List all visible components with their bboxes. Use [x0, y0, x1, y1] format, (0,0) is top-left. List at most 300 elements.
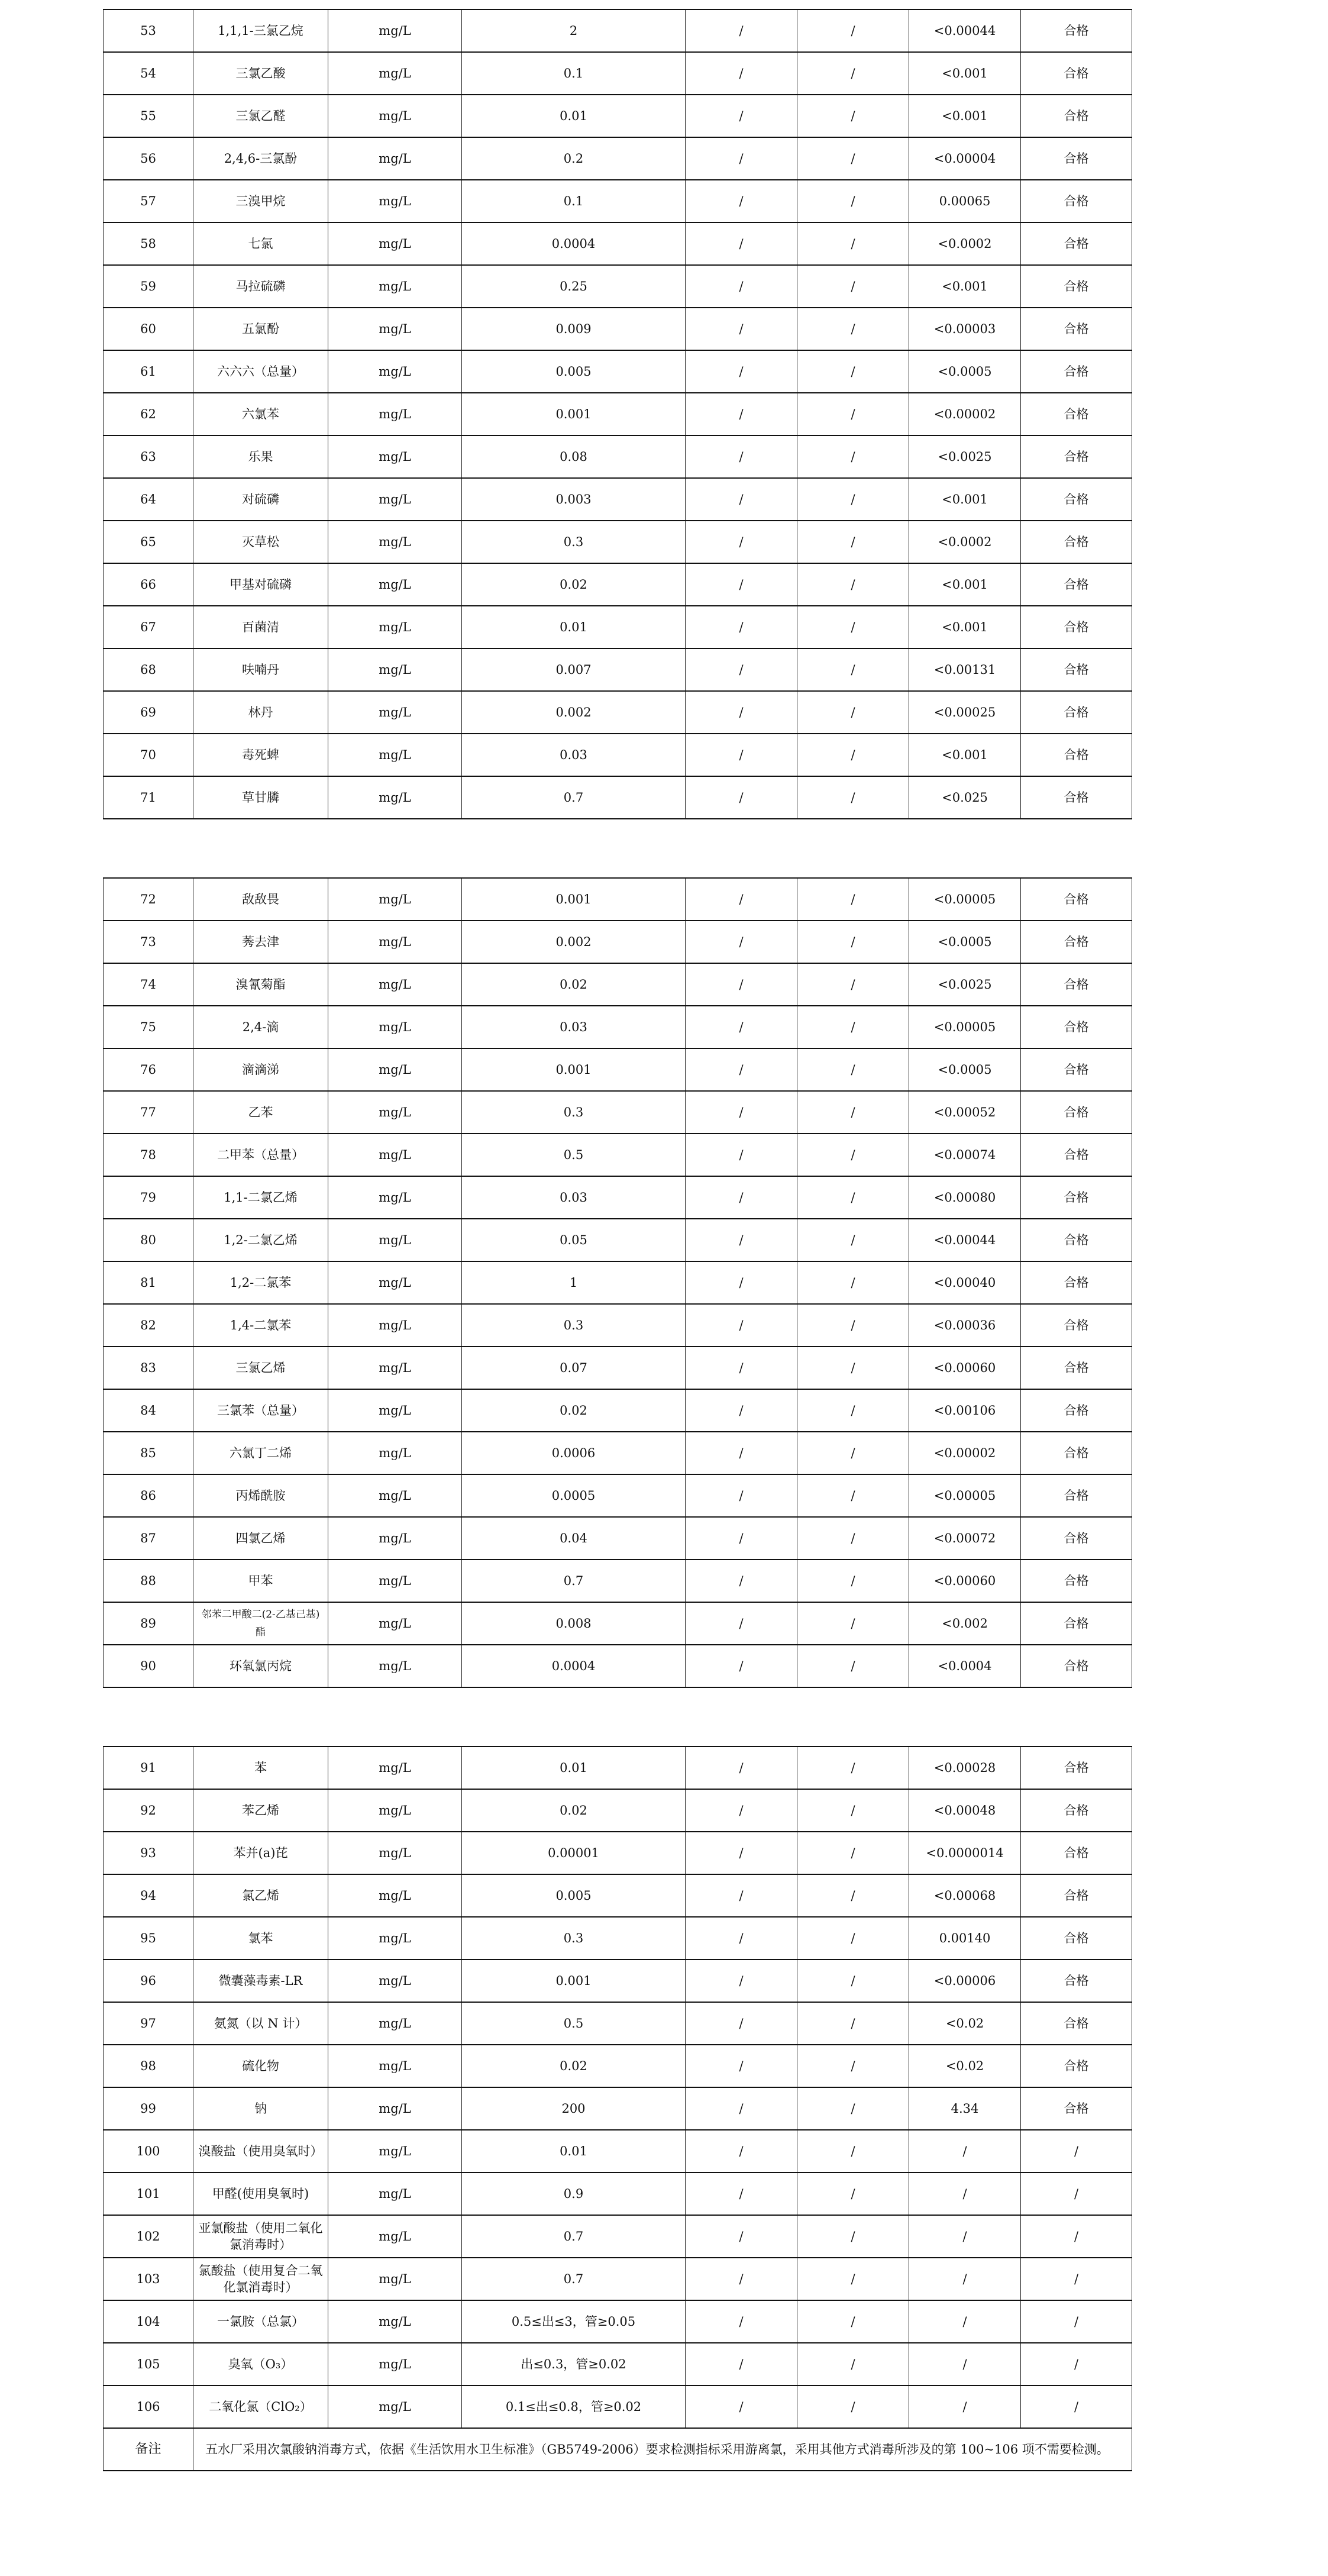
column-5-value-cell: / [686, 478, 797, 521]
item-number-cell: 87 [104, 1517, 193, 1560]
results-table-section-2 [103, 877, 1132, 1688]
column-6-value-cell: / [797, 1091, 909, 1134]
column-5-value-cell: / [686, 1517, 797, 1560]
table-row [104, 1304, 1132, 1347]
table-row [104, 1789, 1132, 1832]
unit-cell: mg/L [328, 308, 462, 350]
verdict-cell: 合格 [1021, 2045, 1132, 2087]
item-name-cell: 呋喃丹 [193, 648, 328, 691]
table-row [104, 1048, 1132, 1091]
item-number-cell: 62 [104, 393, 193, 435]
item-name-cell: 硫化物 [193, 2045, 328, 2087]
standard-limit-cell: 0.03 [462, 1176, 686, 1219]
test-result-cell: / [909, 2173, 1021, 2215]
test-result-cell: <0.00060 [909, 1560, 1021, 1602]
test-result-cell: <0.0005 [909, 350, 1021, 393]
item-number-cell: 71 [104, 776, 193, 819]
verdict-cell: 合格 [1021, 1176, 1132, 1219]
verdict-cell: 合格 [1021, 878, 1132, 921]
table-row [104, 563, 1132, 606]
column-5-value-cell: / [686, 1602, 797, 1645]
standard-limit-cell: 出≤0.3，管≥0.02 [462, 2343, 686, 2385]
item-name-cell: 六氯丁二烯 [193, 1432, 328, 1474]
item-name-cell: 臭氧（O₃） [193, 2343, 328, 2385]
item-name-cell: 乐果 [193, 435, 328, 478]
item-number-cell: 54 [104, 52, 193, 95]
test-result-cell: <0.00072 [909, 1517, 1021, 1560]
table-row [104, 2300, 1132, 2343]
unit-cell: mg/L [328, 2215, 462, 2258]
verdict-cell: 合格 [1021, 308, 1132, 350]
column-6-value-cell: / [797, 2045, 909, 2087]
unit-cell: mg/L [328, 1091, 462, 1134]
table-row [104, 1832, 1132, 1874]
test-result-cell: <0.00068 [909, 1874, 1021, 1917]
item-number-cell: 58 [104, 222, 193, 265]
verdict-cell: 合格 [1021, 1006, 1132, 1048]
verdict-cell: 合格 [1021, 137, 1132, 180]
column-5-value-cell: / [686, 1304, 797, 1347]
item-name-cell: 莠去津 [193, 921, 328, 963]
table-row [104, 606, 1132, 648]
verdict-cell: 合格 [1021, 1261, 1132, 1304]
column-6-value-cell: / [797, 9, 909, 52]
unit-cell: mg/L [328, 1474, 462, 1517]
item-name-cell: 氯乙烯 [193, 1874, 328, 1917]
item-number-cell: 55 [104, 95, 193, 137]
standard-limit-cell: 200 [462, 2087, 686, 2130]
item-number-cell: 74 [104, 963, 193, 1006]
standard-limit-cell: 0.7 [462, 2215, 686, 2258]
test-result-cell: / [909, 2258, 1021, 2300]
item-number-cell: 93 [104, 1832, 193, 1874]
column-6-value-cell: / [797, 1474, 909, 1517]
test-result-cell: <0.00074 [909, 1134, 1021, 1176]
item-number-cell: 69 [104, 691, 193, 734]
verdict-cell: 合格 [1021, 9, 1132, 52]
unit-cell: mg/L [328, 691, 462, 734]
test-result-cell: <0.00052 [909, 1091, 1021, 1134]
test-result-cell: <0.00004 [909, 137, 1021, 180]
item-number-cell: 81 [104, 1261, 193, 1304]
column-5-value-cell: / [686, 1091, 797, 1134]
column-6-value-cell: / [797, 1134, 909, 1176]
test-result-cell: <0.0025 [909, 435, 1021, 478]
standard-limit-cell: 0.02 [462, 2045, 686, 2087]
column-6-value-cell: / [797, 2173, 909, 2215]
test-result-cell: 4.34 [909, 2087, 1021, 2130]
test-result-cell: <0.00060 [909, 1347, 1021, 1389]
test-result-cell: <0.002 [909, 1602, 1021, 1645]
item-number-cell: 63 [104, 435, 193, 478]
standard-limit-cell: 0.03 [462, 1006, 686, 1048]
column-5-value-cell: / [686, 1832, 797, 1874]
column-5-value-cell: / [686, 963, 797, 1006]
table-row [104, 963, 1132, 1006]
verdict-cell: 合格 [1021, 1747, 1132, 1789]
column-6-value-cell: / [797, 2300, 909, 2343]
unit-cell: mg/L [328, 478, 462, 521]
test-result-cell: <0.00048 [909, 1789, 1021, 1832]
item-name-cell: 1,2-二氯乙烯 [193, 1219, 328, 1261]
test-result-cell: <0.00002 [909, 393, 1021, 435]
unit-cell: mg/L [328, 1789, 462, 1832]
column-5-value-cell: / [686, 921, 797, 963]
standard-limit-cell: 0.3 [462, 1091, 686, 1134]
item-number-cell: 92 [104, 1789, 193, 1832]
test-result-cell: <0.00036 [909, 1304, 1021, 1347]
column-6-value-cell: / [797, 137, 909, 180]
column-6-value-cell: / [797, 563, 909, 606]
column-5-value-cell: / [686, 1789, 797, 1832]
item-number-cell: 97 [104, 2002, 193, 2045]
table-row [104, 1219, 1132, 1261]
table-row [104, 1389, 1132, 1432]
item-name-cell: 钠 [193, 2087, 328, 2130]
test-result-cell: <0.00106 [909, 1389, 1021, 1432]
item-name-cell: 灭草松 [193, 521, 328, 563]
item-name-cell: 乙苯 [193, 1091, 328, 1134]
item-number-cell: 80 [104, 1219, 193, 1261]
test-result-cell: / [909, 2385, 1021, 2428]
item-number-cell: 82 [104, 1304, 193, 1347]
item-number-cell: 65 [104, 521, 193, 563]
standard-limit-cell: 0.5 [462, 1134, 686, 1176]
verdict-cell: 合格 [1021, 1645, 1132, 1687]
item-name-cell: 2,4,6-三氯酚 [193, 137, 328, 180]
item-number-cell: 53 [104, 9, 193, 52]
unit-cell: mg/L [328, 1517, 462, 1560]
item-name-cell: 滴滴涕 [193, 1048, 328, 1091]
item-name-cell: 一氯胺（总氯） [193, 2300, 328, 2343]
column-6-value-cell: / [797, 2087, 909, 2130]
unit-cell: mg/L [328, 1645, 462, 1687]
column-5-value-cell: / [686, 435, 797, 478]
verdict-cell: 合格 [1021, 1474, 1132, 1517]
column-5-value-cell: / [686, 734, 797, 776]
standard-limit-cell: 0.005 [462, 1874, 686, 1917]
test-result-cell: <0.001 [909, 478, 1021, 521]
table-row [104, 648, 1132, 691]
column-6-value-cell: / [797, 648, 909, 691]
item-number-cell: 60 [104, 308, 193, 350]
column-6-value-cell: / [797, 95, 909, 137]
table-row [104, 1347, 1132, 1389]
standard-limit-cell: 0.0006 [462, 1432, 686, 1474]
unit-cell: mg/L [328, 1832, 462, 1874]
item-number-cell: 105 [104, 2343, 193, 2385]
verdict-cell: 合格 [1021, 648, 1132, 691]
verdict-cell: / [1021, 2343, 1132, 2385]
column-5-value-cell: / [686, 308, 797, 350]
table-row [104, 776, 1132, 819]
column-6-value-cell: / [797, 1645, 909, 1687]
item-name-cell: 溴酸盐（使用臭氧时） [193, 2130, 328, 2173]
test-result-cell: <0.00002 [909, 1432, 1021, 1474]
unit-cell: mg/L [328, 1917, 462, 1960]
table-row [104, 9, 1132, 52]
column-6-value-cell: / [797, 1432, 909, 1474]
column-5-value-cell: / [686, 180, 797, 222]
standard-limit-cell: 0.7 [462, 2258, 686, 2300]
verdict-cell: / [1021, 2215, 1132, 2258]
column-5-value-cell: / [686, 1261, 797, 1304]
item-name-cell: 三氯乙烯 [193, 1347, 328, 1389]
column-5-value-cell: / [686, 1560, 797, 1602]
test-result-cell: <0.0005 [909, 1048, 1021, 1091]
table-row [104, 1602, 1132, 1645]
item-name-cell: 1,1,1-三氯乙烷 [193, 9, 328, 52]
item-name-cell: 邻苯二甲酸二(2-乙基己基) 酯 [193, 1602, 328, 1645]
unit-cell: mg/L [328, 1960, 462, 2002]
table-row [104, 2002, 1132, 2045]
column-6-value-cell: / [797, 2343, 909, 2385]
item-name-cell: 亚氯酸盐（使用二氧化氯消毒时） [193, 2215, 328, 2258]
test-result-cell: <0.0000014 [909, 1832, 1021, 1874]
column-5-value-cell: / [686, 1874, 797, 1917]
column-6-value-cell: / [797, 1006, 909, 1048]
table-row [104, 2045, 1132, 2087]
column-6-value-cell: / [797, 180, 909, 222]
column-5-value-cell: / [686, 1389, 797, 1432]
column-6-value-cell: / [797, 308, 909, 350]
table-row [104, 52, 1132, 95]
column-5-value-cell: / [686, 2258, 797, 2300]
verdict-cell: / [1021, 2300, 1132, 2343]
standard-limit-cell: 0.001 [462, 1960, 686, 2002]
item-name-cell: 溴氰菊酯 [193, 963, 328, 1006]
test-result-cell: <0.00005 [909, 1006, 1021, 1048]
column-5-value-cell: / [686, 2130, 797, 2173]
test-result-cell: <0.00005 [909, 878, 1021, 921]
column-6-value-cell: / [797, 393, 909, 435]
column-6-value-cell: / [797, 1048, 909, 1091]
table-row [104, 2130, 1132, 2173]
column-6-value-cell: / [797, 734, 909, 776]
verdict-cell: 合格 [1021, 52, 1132, 95]
table-row [104, 2087, 1132, 2130]
item-number-cell: 66 [104, 563, 193, 606]
item-number-cell: 72 [104, 878, 193, 921]
standard-limit-cell: 2 [462, 9, 686, 52]
verdict-cell: 合格 [1021, 1517, 1132, 1560]
test-result-cell: <0.0005 [909, 921, 1021, 963]
column-5-value-cell: / [686, 137, 797, 180]
test-result-cell: <0.001 [909, 734, 1021, 776]
unit-cell: mg/L [328, 878, 462, 921]
standard-limit-cell: 0.02 [462, 1389, 686, 1432]
standard-limit-cell: 0.002 [462, 921, 686, 963]
verdict-cell: 合格 [1021, 435, 1132, 478]
item-number-cell: 68 [104, 648, 193, 691]
column-6-value-cell: / [797, 963, 909, 1006]
test-result-cell: <0.00040 [909, 1261, 1021, 1304]
standard-limit-cell: 0.5≤出≤3，管≥0.05 [462, 2300, 686, 2343]
column-5-value-cell: / [686, 2343, 797, 2385]
unit-cell: mg/L [328, 1304, 462, 1347]
column-6-value-cell: / [797, 1304, 909, 1347]
column-5-value-cell: / [686, 222, 797, 265]
unit-cell: mg/L [328, 2087, 462, 2130]
standard-limit-cell: 0.005 [462, 350, 686, 393]
column-6-value-cell: / [797, 776, 909, 819]
column-5-value-cell: / [686, 95, 797, 137]
unit-cell: mg/L [328, 2002, 462, 2045]
column-5-value-cell: / [686, 52, 797, 95]
item-number-cell: 85 [104, 1432, 193, 1474]
table-row [104, 1176, 1132, 1219]
table-row [104, 2215, 1132, 2258]
item-number-cell: 83 [104, 1347, 193, 1389]
verdict-cell: 合格 [1021, 1960, 1132, 2002]
standard-limit-cell: 0.0005 [462, 1474, 686, 1517]
verdict-cell: 合格 [1021, 734, 1132, 776]
standard-limit-cell: 0.001 [462, 878, 686, 921]
column-6-value-cell: / [797, 2002, 909, 2045]
item-name-cell: 二甲苯（总量） [193, 1134, 328, 1176]
column-6-value-cell: / [797, 1602, 909, 1645]
standard-limit-cell: 0.08 [462, 435, 686, 478]
verdict-cell: 合格 [1021, 222, 1132, 265]
column-6-value-cell: / [797, 878, 909, 921]
column-6-value-cell: / [797, 2130, 909, 2173]
table-row [104, 1960, 1132, 2002]
test-result-cell: <0.001 [909, 52, 1021, 95]
item-name-cell: 三氯乙醛 [193, 95, 328, 137]
item-number-cell: 88 [104, 1560, 193, 1602]
standard-limit-cell: 0.008 [462, 1602, 686, 1645]
item-number-cell: 64 [104, 478, 193, 521]
table-row [104, 921, 1132, 963]
column-6-value-cell: / [797, 1832, 909, 1874]
test-result-cell: / [909, 2215, 1021, 2258]
test-result-cell: / [909, 2300, 1021, 2343]
table-row [104, 2258, 1132, 2300]
column-5-value-cell: / [686, 1747, 797, 1789]
item-name-cell: 微囊藻毒素-LR [193, 1960, 328, 2002]
column-5-value-cell: / [686, 9, 797, 52]
standard-limit-cell: 0.01 [462, 1747, 686, 1789]
standard-limit-cell: 0.00001 [462, 1832, 686, 1874]
item-name-cell: 丙烯酰胺 [193, 1474, 328, 1517]
item-number-cell: 61 [104, 350, 193, 393]
verdict-cell: 合格 [1021, 521, 1132, 563]
standard-limit-cell: 0.002 [462, 691, 686, 734]
column-6-value-cell: / [797, 478, 909, 521]
unit-cell: mg/L [328, 2300, 462, 2343]
unit-cell: mg/L [328, 1048, 462, 1091]
standard-limit-cell: 0.0004 [462, 1645, 686, 1687]
column-5-value-cell: / [686, 2300, 797, 2343]
table-row [104, 2343, 1132, 2385]
item-number-cell: 104 [104, 2300, 193, 2343]
verdict-cell: 合格 [1021, 963, 1132, 1006]
item-name-cell: 1,2-二氯苯 [193, 1261, 328, 1304]
column-5-value-cell: / [686, 393, 797, 435]
column-5-value-cell: / [686, 265, 797, 308]
standard-limit-cell: 0.9 [462, 2173, 686, 2215]
unit-cell: mg/L [328, 180, 462, 222]
verdict-cell: 合格 [1021, 478, 1132, 521]
verdict-cell: 合格 [1021, 393, 1132, 435]
column-6-value-cell: / [797, 1874, 909, 1917]
standard-limit-cell: 0.5 [462, 2002, 686, 2045]
unit-cell: mg/L [328, 265, 462, 308]
column-6-value-cell: / [797, 1219, 909, 1261]
verdict-cell: 合格 [1021, 1832, 1132, 1874]
column-6-value-cell: / [797, 435, 909, 478]
remarks-text: 五水厂采用次氯酸钠消毒方式，依据《生活饮用水卫生标准》（GB5749-2006）要求检测指标采用游离氯，采用其他方式消毒所涉及的第 100~106 项不需要检测。 [193, 2428, 1132, 2471]
remarks-row [104, 2428, 1132, 2471]
column-6-value-cell: / [797, 1917, 909, 1960]
verdict-cell: 合格 [1021, 1602, 1132, 1645]
item-name-cell: 五氯酚 [193, 308, 328, 350]
column-6-value-cell: / [797, 921, 909, 963]
test-result-cell: <0.00028 [909, 1747, 1021, 1789]
verdict-cell: 合格 [1021, 606, 1132, 648]
item-name-cell: 氯苯 [193, 1917, 328, 1960]
item-name-cell: 六六六（总量） [193, 350, 328, 393]
unit-cell: mg/L [328, 1134, 462, 1176]
column-5-value-cell: / [686, 2215, 797, 2258]
verdict-cell: 合格 [1021, 1389, 1132, 1432]
table-row [104, 435, 1132, 478]
item-number-cell: 101 [104, 2173, 193, 2215]
test-result-cell: <0.00005 [909, 1474, 1021, 1517]
column-6-value-cell: / [797, 1347, 909, 1389]
item-name-cell: 二氧化氯（ClO₂） [193, 2385, 328, 2428]
item-number-cell: 79 [104, 1176, 193, 1219]
unit-cell: mg/L [328, 2173, 462, 2215]
results-table-section-1 [103, 9, 1132, 819]
item-number-cell: 98 [104, 2045, 193, 2087]
verdict-cell: 合格 [1021, 1789, 1132, 1832]
item-name-cell: 甲基对硫磷 [193, 563, 328, 606]
verdict-cell: 合格 [1021, 2087, 1132, 2130]
table-row [104, 1747, 1132, 1789]
item-name-cell: 七氯 [193, 222, 328, 265]
item-name-cell: 1,4-二氯苯 [193, 1304, 328, 1347]
column-5-value-cell: / [686, 2173, 797, 2215]
column-6-value-cell: / [797, 606, 909, 648]
verdict-cell: / [1021, 2130, 1132, 2173]
table-row [104, 1917, 1132, 1960]
item-number-cell: 102 [104, 2215, 193, 2258]
item-name-cell: 苯 [193, 1747, 328, 1789]
verdict-cell: 合格 [1021, 921, 1132, 963]
item-name-cell: 2,4-滴 [193, 1006, 328, 1048]
item-number-cell: 94 [104, 1874, 193, 1917]
table-row [104, 478, 1132, 521]
item-name-cell: 环氧氯丙烷 [193, 1645, 328, 1687]
column-5-value-cell: / [686, 1176, 797, 1219]
column-5-value-cell: / [686, 1219, 797, 1261]
table-row [104, 1006, 1132, 1048]
column-5-value-cell: / [686, 1006, 797, 1048]
unit-cell: mg/L [328, 1874, 462, 1917]
test-result-cell: <0.001 [909, 606, 1021, 648]
unit-cell: mg/L [328, 1006, 462, 1048]
unit-cell: mg/L [328, 2258, 462, 2300]
item-number-cell: 76 [104, 1048, 193, 1091]
unit-cell: mg/L [328, 137, 462, 180]
unit-cell: mg/L [328, 606, 462, 648]
item-name-cell: 苯并(a)芘 [193, 1832, 328, 1874]
column-6-value-cell: / [797, 1176, 909, 1219]
standard-limit-cell: 0.01 [462, 606, 686, 648]
column-6-value-cell: / [797, 521, 909, 563]
standard-limit-cell: 0.01 [462, 95, 686, 137]
